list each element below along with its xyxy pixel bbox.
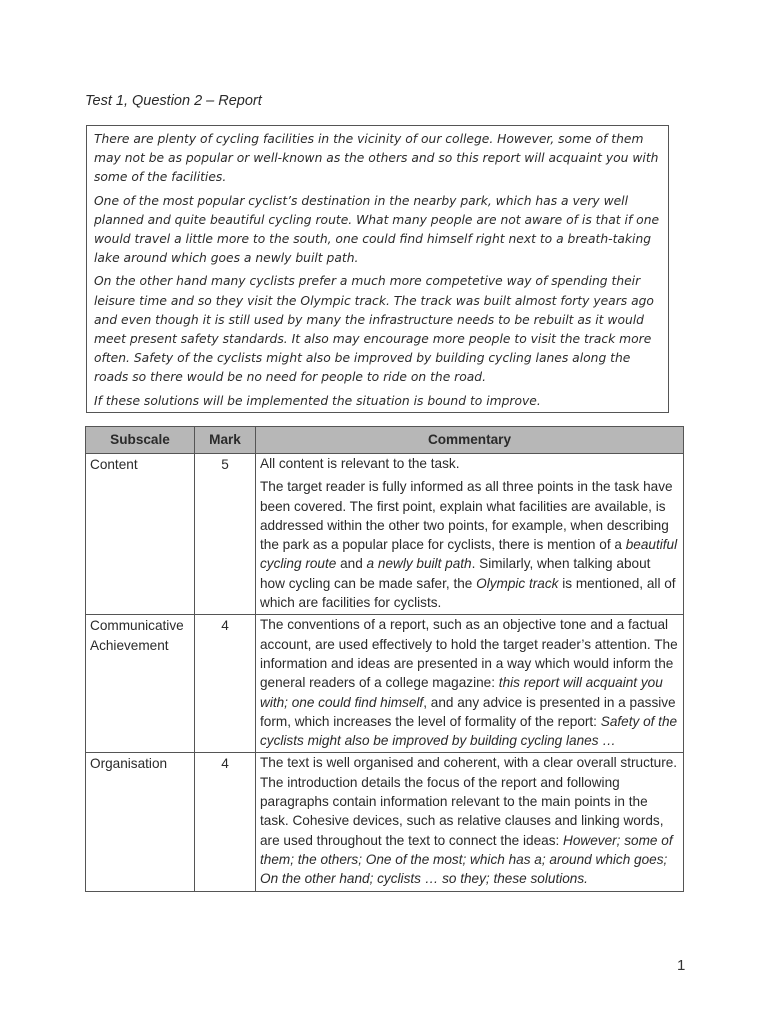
text-run: , and any advice is presented in a passive form, which increases the level of formality of the report: bbox=[260, 694, 676, 729]
quoted-text: this report will acquaint you with; one could find himself bbox=[260, 675, 663, 710]
commentary-paragraph bbox=[260, 477, 679, 612]
subscale-cell bbox=[86, 615, 195, 753]
mark-cell: 5 bbox=[195, 454, 256, 615]
quoted-text: a newly built path bbox=[366, 556, 472, 572]
text-run: and bbox=[336, 556, 367, 572]
header-subscale: Subscale bbox=[86, 427, 195, 454]
essay-paragraph: There are plenty of cycling facilities in the vicinity of our college. However, some of them may not be as popular or well-known as the others and so this report will acquaint you with some of the facilities. bbox=[94, 132, 659, 185]
commentary-cell bbox=[256, 615, 684, 753]
essay-paragraph: On the other hand many cyclists prefer a much more competetive way of spending their leisure time and so they visit the Olympic track. The track was built almost forty years ago and even though it is still used by many the infrastructure needs to be rebuilt as it would meet present safety standards. It also may encourage more people to visit the track more often. Safety of the cyclists might also be improved by building cycling lanes along the roads so there would be no need for people to ride on the road. bbox=[94, 274, 654, 385]
assessment-table bbox=[85, 426, 684, 892]
page-title: Test 1, Question 2 – Report bbox=[85, 93, 262, 109]
subscale-cell: Content bbox=[86, 454, 195, 615]
text-run: is mentioned, all of which are facilities for cyclists. bbox=[260, 575, 676, 611]
text-run: The conventions of a report, such as an objective tone and a factual account, are used effectively to hold the target reader’s attention. The information and ideas are presented in a way which would inform the general readers of a college magazine: bbox=[260, 617, 678, 691]
essay-box bbox=[86, 125, 669, 413]
table-row-communicative-achievement bbox=[86, 615, 684, 753]
quoted-text: Olympic track bbox=[476, 575, 559, 591]
quoted-text: Safety of the cyclists might also be improved by building cycling lanes … bbox=[260, 713, 678, 749]
essay-paragraph: One of the most popular cyclist’s destination in the nearby park, which has a very well planned and quite beautiful cycling route. What many people are not aware of is that if one would travel a little more to the south, one could find himself right next to a breath-taking lake around which goes a newly built path. bbox=[94, 193, 660, 266]
commentary-paragraph: All content is relevant to the task. bbox=[260, 456, 460, 471]
quoted-text: beautiful cycling route bbox=[260, 537, 678, 572]
subscale-line: Communicative bbox=[90, 618, 184, 634]
table-row-content bbox=[86, 454, 684, 615]
subscale-line: Achievement bbox=[90, 637, 169, 653]
quoted-text: However; some of them; the others; One of the most; which has a; around which goes; On the other hand; cyclists … so they; these solutions. bbox=[260, 832, 673, 887]
commentary-cell bbox=[256, 454, 684, 615]
text-run: The text is well organised and coherent, with a clear overall structure. The introduction details the focus of the report and following paragraphs contain information relevant to the main points in the task. Cohesive devices, such as relative clauses and linking words, are used throughout the text to connect the ideas: bbox=[260, 755, 678, 848]
table-row-organisation bbox=[86, 753, 684, 891]
essay-paragraph: If these solutions will be implemented the situation is bound to improve. bbox=[94, 393, 541, 408]
text-run: . Similarly, when talking about how cycling can be made safer, the bbox=[260, 556, 651, 591]
commentary-cell bbox=[256, 753, 684, 891]
page-number: 1 bbox=[677, 957, 686, 974]
subscale-cell: Organisation bbox=[86, 753, 195, 891]
header-commentary: Commentary bbox=[256, 427, 684, 454]
commentary-paragraph bbox=[260, 753, 679, 888]
commentary-paragraph bbox=[260, 615, 679, 750]
mark-cell: 4 bbox=[195, 615, 256, 753]
mark-cell: 4 bbox=[195, 753, 256, 891]
text-run: The target reader is fully informed as all three points in the task have been covered. The first point, explain what facilities are available, is addressed within the other two points, for example, when describing the park as a popular place for cyclists, there is mention of a bbox=[260, 479, 673, 553]
table-header-row bbox=[86, 427, 684, 454]
header-mark: Mark bbox=[195, 427, 256, 454]
